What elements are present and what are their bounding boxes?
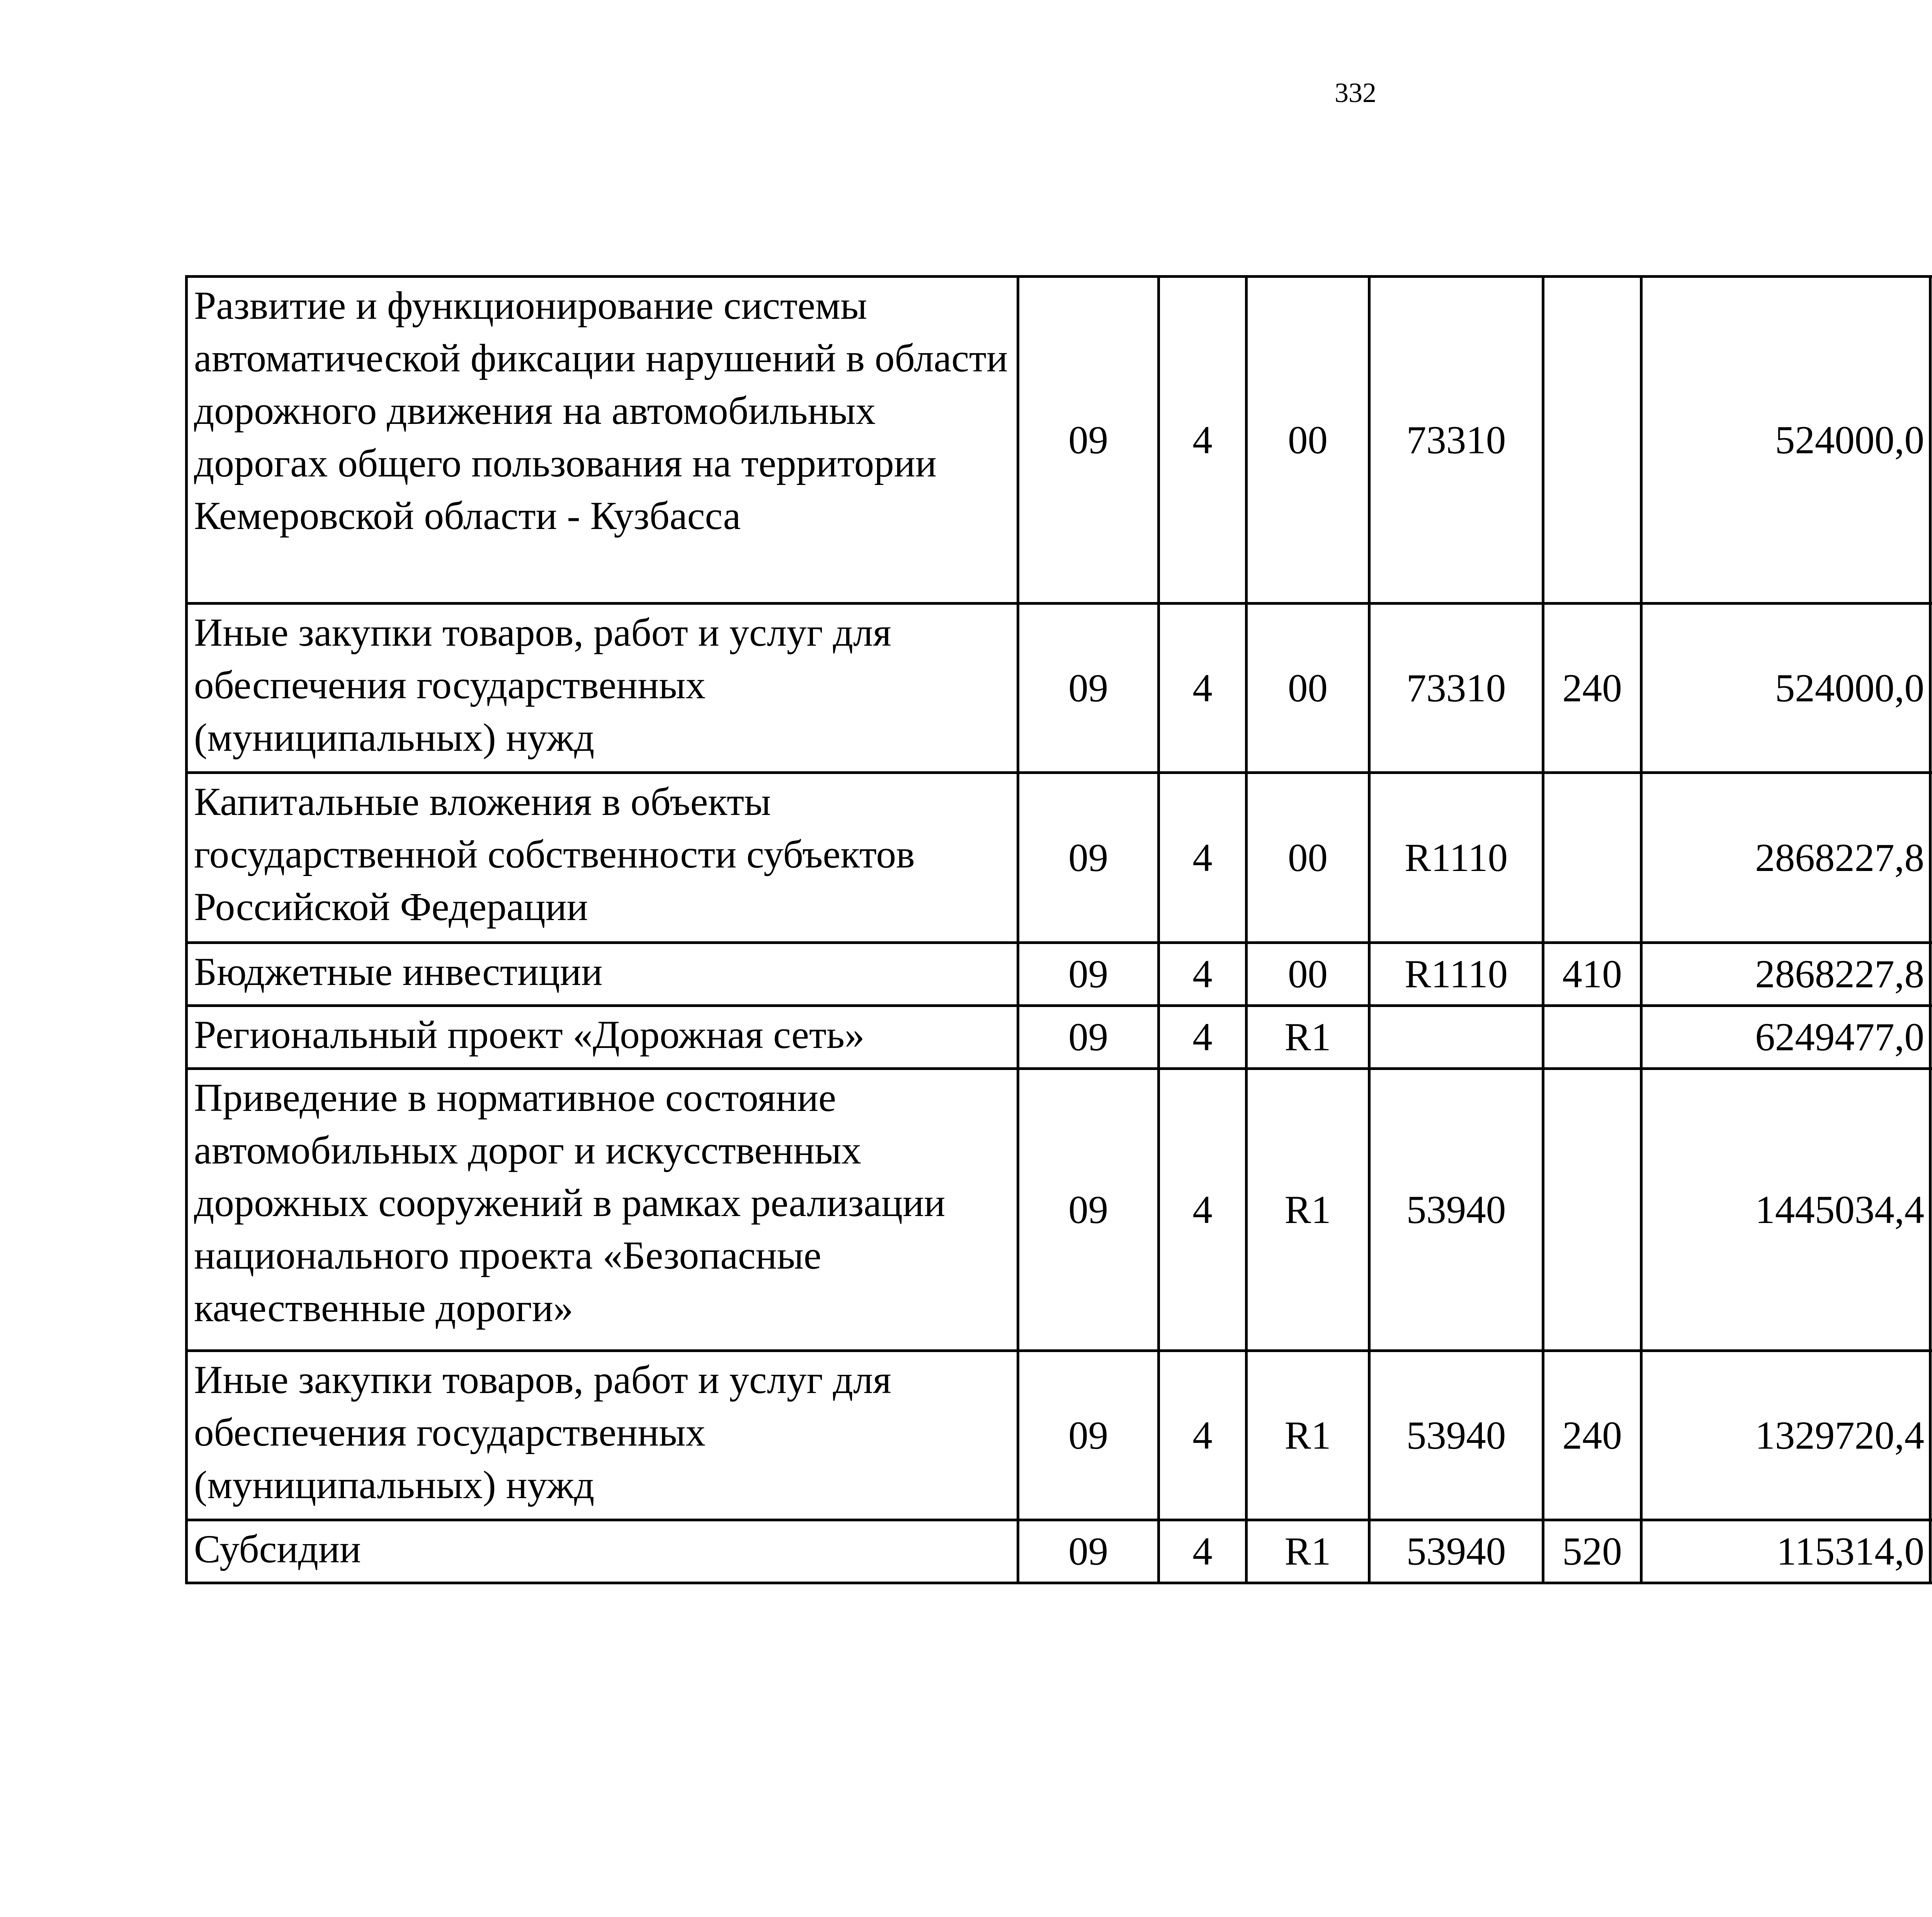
- budget-table: [185, 275, 1932, 1584]
- program-code: 4: [1159, 943, 1247, 1006]
- row-name: Иные закупки товаров, работ и услуг для обеспечения государственных (муниципальных) нужд: [187, 604, 1018, 773]
- table-row: [187, 1351, 1932, 1520]
- program-code: 4: [1159, 1520, 1247, 1583]
- row-name: Бюджетные инвестиции: [187, 943, 1018, 1006]
- row-name: Региональный проект «Дорожная сеть»: [187, 1006, 1018, 1069]
- amount-year-2: [1930, 1069, 1932, 1351]
- expense-type-code: 410: [1543, 943, 1641, 1006]
- program-code: 4: [1159, 277, 1247, 604]
- program-code: 4: [1159, 1069, 1247, 1351]
- direction-code: 53940: [1369, 1351, 1543, 1520]
- amount-year-1: 2868227,8: [1641, 773, 1930, 943]
- expense-type-code: [1543, 1069, 1641, 1351]
- table-row: [187, 943, 1932, 1006]
- table-row: [187, 604, 1932, 773]
- expense-type-code: [1543, 773, 1641, 943]
- subprogram-code: 00: [1247, 943, 1369, 1006]
- section-code: 09: [1018, 1006, 1159, 1069]
- amount-year-2: [1930, 1006, 1932, 1069]
- amount-year-2: [1930, 1520, 1932, 1583]
- section-code: 09: [1018, 943, 1159, 1006]
- amount-year-2: [1930, 943, 1932, 1006]
- direction-code: 53940: [1369, 1069, 1543, 1351]
- section-code: 09: [1018, 773, 1159, 943]
- row-name: Иные закупки товаров, работ и услуг для обеспечения государственных (муниципальных) нужд: [187, 1351, 1018, 1520]
- amount-year-1: 524000,0: [1641, 277, 1930, 604]
- page-number: 332: [1335, 77, 1376, 108]
- subprogram-code: R1: [1247, 1006, 1369, 1069]
- program-code: 4: [1159, 773, 1247, 943]
- direction-code: 73310: [1369, 277, 1543, 604]
- section-code: 09: [1018, 1069, 1159, 1351]
- table-row: [187, 277, 1932, 604]
- amount-year-2: [1930, 773, 1932, 943]
- amount-year-2: [1930, 277, 1932, 604]
- row-name: Приведение в нормативное состояние автомобильных дорог и искусственных дорожных сооружений в рамках реализации национального проекта «Безопасные качественные дороги»: [187, 1069, 1018, 1351]
- subprogram-code: 00: [1247, 277, 1369, 604]
- program-code: 4: [1159, 1006, 1247, 1069]
- amount-year-1: 1445034,4: [1641, 1069, 1930, 1351]
- amount-year-1: 2868227,8: [1641, 943, 1930, 1006]
- amount-year-1: 115314,0: [1641, 1520, 1930, 1583]
- table-row: [187, 1520, 1932, 1583]
- expense-type-code: 240: [1543, 604, 1641, 773]
- direction-code: 73310: [1369, 604, 1543, 773]
- row-name: Развитие и функционирование системы автоматической фиксации нарушений в области дорожного движения на автомобильных дорогах общего пользования на территории Кемеровской области - Кузбасса: [187, 277, 1018, 604]
- amount-year-1: 1329720,4: [1641, 1351, 1930, 1520]
- program-code: 4: [1159, 604, 1247, 773]
- amount-year-2: [1930, 604, 1932, 773]
- amount-year-1: 524000,0: [1641, 604, 1930, 773]
- table-row: [187, 1069, 1932, 1351]
- section-code: 09: [1018, 1520, 1159, 1583]
- section-code: 09: [1018, 277, 1159, 604]
- direction-code: 53940: [1369, 1520, 1543, 1583]
- expense-type-code: 240: [1543, 1351, 1641, 1520]
- table-row: [187, 773, 1932, 943]
- table-row: [187, 1006, 1932, 1069]
- subprogram-code: R1: [1247, 1351, 1369, 1520]
- subprogram-code: R1: [1247, 1520, 1369, 1583]
- expense-type-code: [1543, 1006, 1641, 1069]
- expense-type-code: [1543, 277, 1641, 604]
- subprogram-code: 00: [1247, 604, 1369, 773]
- section-code: 09: [1018, 604, 1159, 773]
- amount-year-2: [1930, 1351, 1932, 1520]
- section-code: 09: [1018, 1351, 1159, 1520]
- program-code: 4: [1159, 1351, 1247, 1520]
- expense-type-code: 520: [1543, 1520, 1641, 1583]
- subprogram-code: 00: [1247, 773, 1369, 943]
- row-name: Капитальные вложения в объекты государственной собственности субъектов Российской Федерации: [187, 773, 1018, 943]
- direction-code: R1110: [1369, 943, 1543, 1006]
- amount-year-1: 6249477,0: [1641, 1006, 1930, 1069]
- subprogram-code: R1: [1247, 1069, 1369, 1351]
- direction-code: [1369, 1006, 1543, 1069]
- row-name: Субсидии: [187, 1520, 1018, 1583]
- direction-code: R1110: [1369, 773, 1543, 943]
